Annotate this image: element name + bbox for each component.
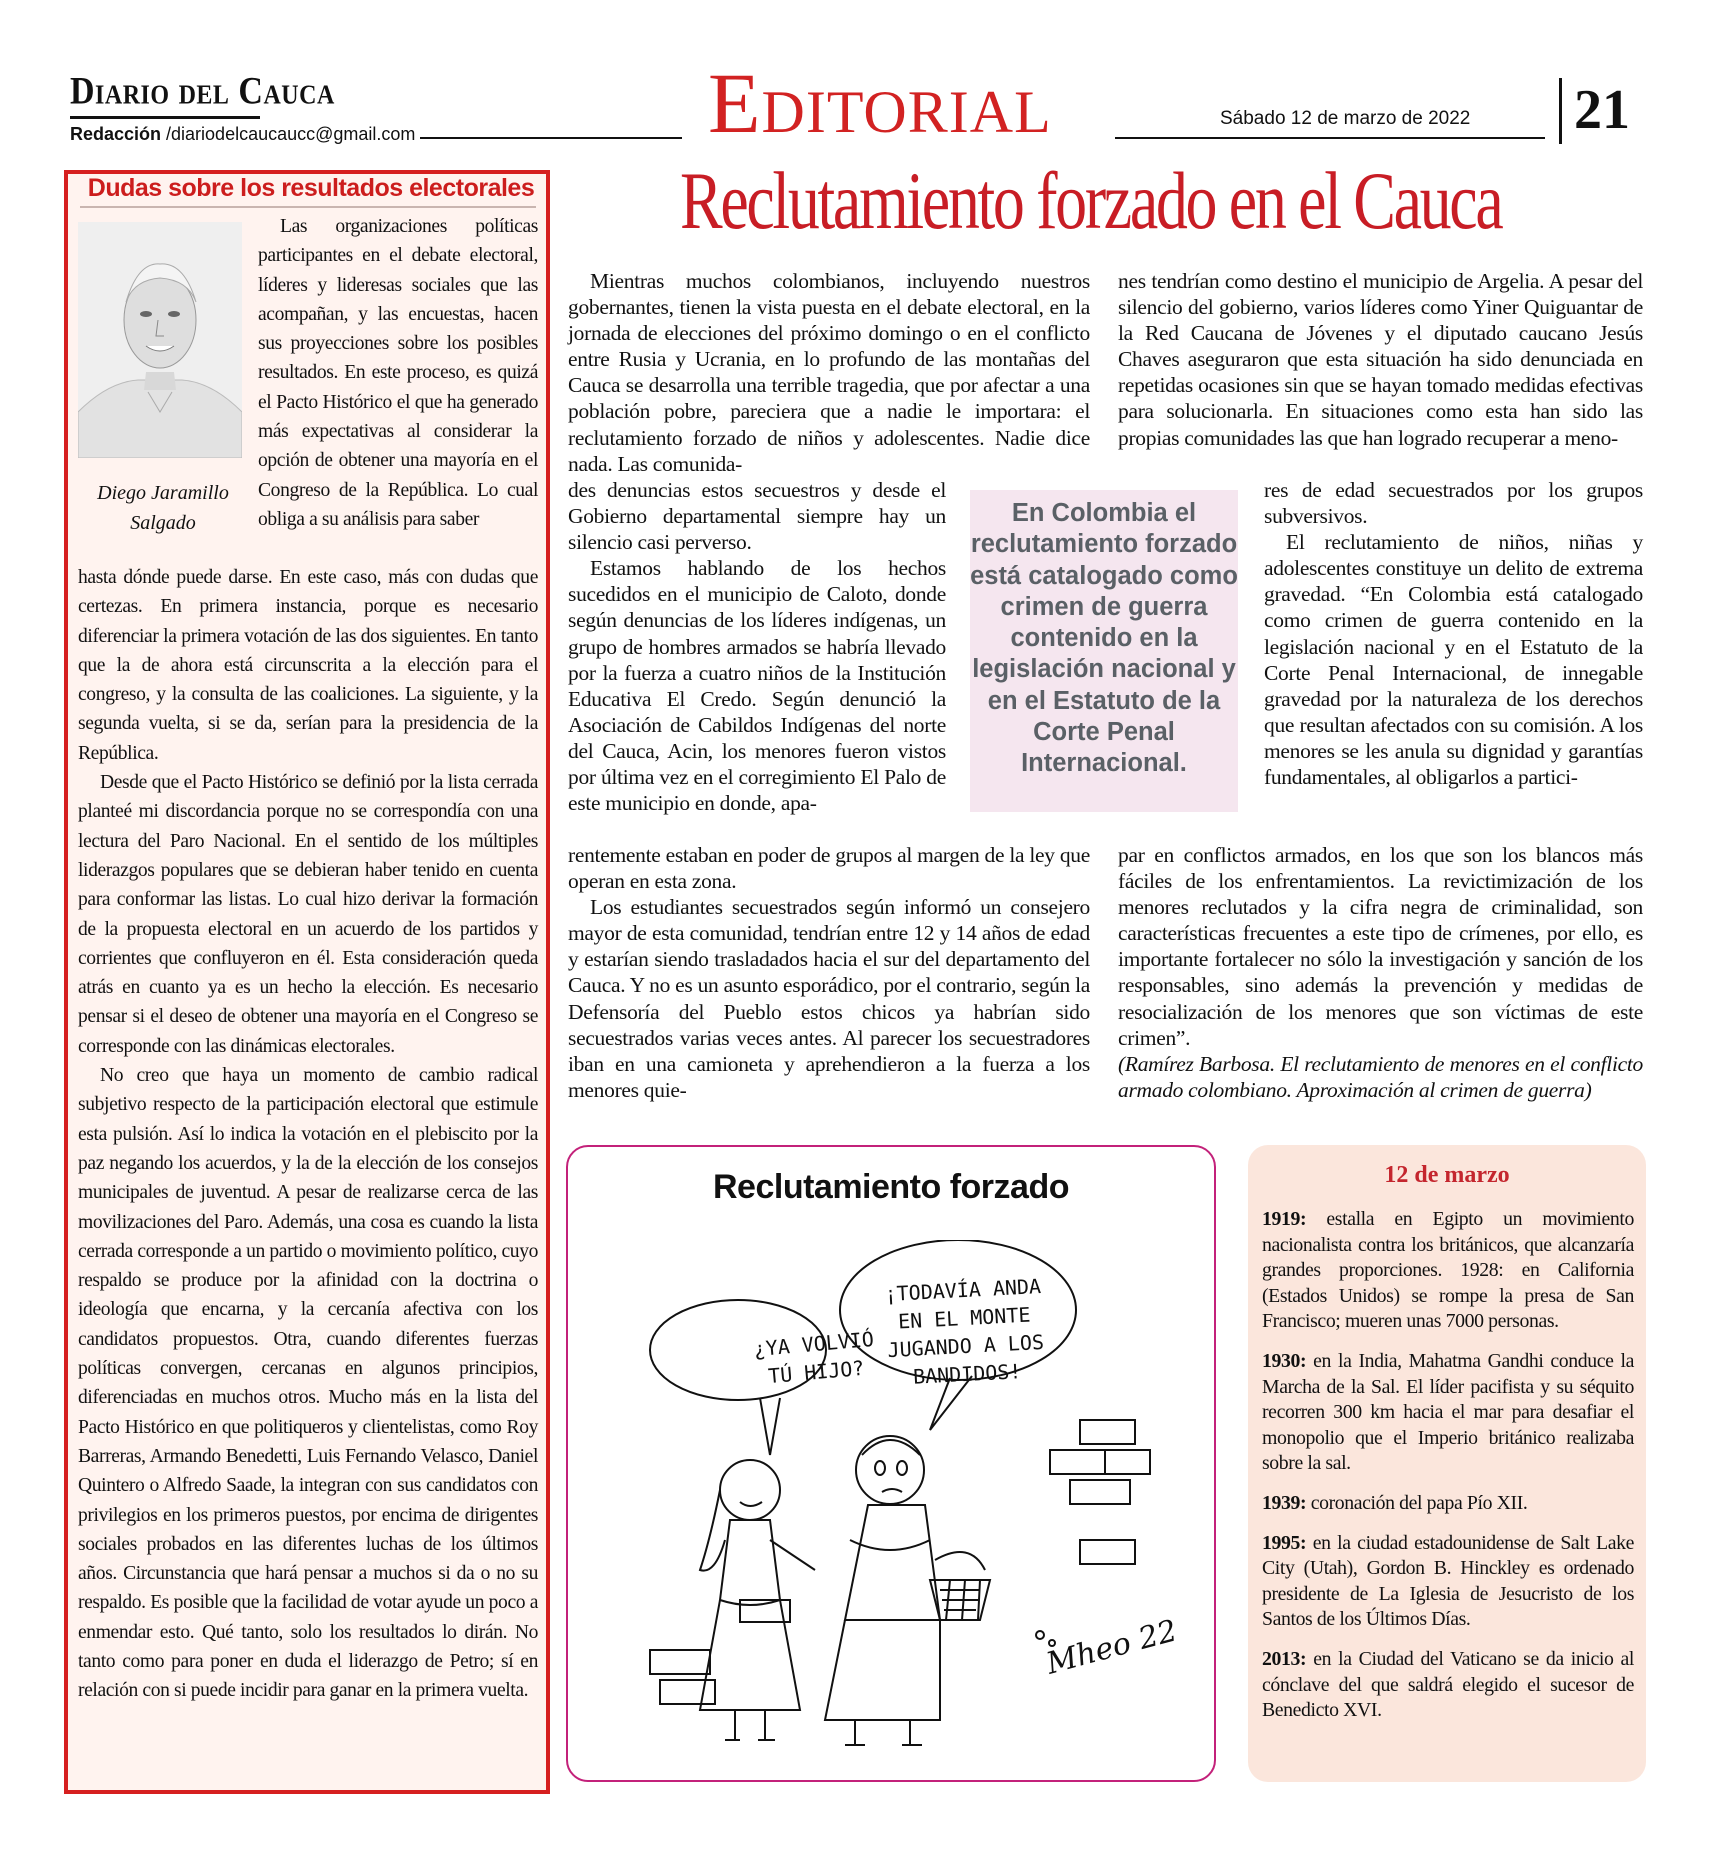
event-text: en la ciudad estadounidense de Salt Lake City (Utah), Gordon B. Hinckley es ordenado presidente de La Iglesia de Jesucristo de los Santos de los Últimos Días. [1262,1531,1634,1631]
article-column-2-narrow [1264,477,1643,790]
article-paragraph: des denuncias estos secuestros y desde el Gobierno departamental siempre hay un silencio casi perverso. [568,478,946,555]
event-text: en la Ciudad del Vaticano se da inicio al cónclave del que saldrá elegido el sucesor de Benedicto XVI. [1262,1647,1634,1722]
opinion-body [78,563,538,1706]
article-paragraph: par en conflictos armados, en los que son los blancos más fáciles de los enfrentamientos. La revictimización de los menores reclutados y la cifra negra de criminalidad, son características frecuentes a este tipo de crímenes, por ello, es importante fortalecer no sólo la investigación y sanción de los responsables, sino además la prevención y medidas de resocialización de los menores que son víctimas de este crimen”. [1118,843,1643,1050]
efemerides-item [1262,1349,1634,1477]
efemerides-item [1262,1647,1634,1724]
event-text: en la India, Mahatma Gandhi conduce la Marcha de la Sal. El líder pacifista y su séquito recorren 300 km hacia el mar para desafiar el monopolio que el Imperio británico realizaba sobre la sal. [1262,1349,1634,1475]
article-paragraph: Los estudiantes secuestrados según informó un consejero mayor de esta comunidad, tendrían entre 12 y 14 años de edad y estarían siendo trasladados hacia el sur del departamento del Cauca. Y no es un asunto esporádico, por el contrario, según la Defensoría del Pueblo estos chicos ya habrían sido secuestrados varias veces antes. Al parecer los secuestradores iban en una camioneta y aprehendieron a la fuerza a los menores quie- [568,895,1090,1102]
editorial-headline: Reclutamiento forzado en el Cauca [680,155,1502,246]
masthead-rule-right [1115,137,1545,139]
logo-underline [70,116,260,119]
article-paragraph: Mientras muchos colombianos, incluyendo nuestros gobernantes, tienen la vista puesta en el debate electoral, en la jornada de elecciones del próximo domingo o en el conflicto entre Rusia y Ucrania, en lo profundo de las montañas del Cauca se desarrolla una terrible tragedia, que por afectar a una población pobre, pareciera que a nadie le importara: el reclutamiento forzado de niños y adolescentes. Nadie dice nada. Las comunida- [568,269,1090,476]
event-year: 1919: [1262,1208,1307,1230]
page-number-divider [1559,78,1562,144]
article-column-2-top [1118,268,1643,451]
page-number: 21 [1574,79,1630,141]
section-title: Editorial [708,55,1052,151]
article-column-1-top [568,268,1090,477]
article-citation: (Ramírez Barbosa. El reclutamiento de menores en el conflicto armado colombiano. Aproximación al crimen de guerra) [1118,1051,1643,1102]
opinion-title: Dudas sobre los resultados electorales [87,174,535,202]
cartoon-title: Reclutamiento forzado [713,1168,1069,1206]
pull-quote-text: En Colombia el reclutamiento forzado está catalogado como crimen de guerra contenido en la legislación nacional y en el Estatuto de la Corte Penal Internacional. [970,499,1238,778]
speech-bubble-left: ¿YA VOLVIÓ TÚ HIJO? [752,1326,875,1389]
event-year: 1939: [1262,1491,1307,1514]
article-column-1-narrow [568,477,946,816]
article-paragraph: nes tendrían como destino el municipio de Argelia. A pesar del silencio del gobierno, varios líderes como Yiner Quiguantar de la Red Caucana de Jóvenes y el diputado caucano Jesús Chaves aseguraron que esta situación ha sido denunciada en repetidas ocasiones sin que se hayan tomado medidas efectivas para solucionarla. En situaciones como esta han sido las propias comunidades las que han logrado recuperar a meno- [1118,269,1643,450]
speech-bubble-right: ¡TODAVÍA ANDA EN EL MONTE JUGANDO A LOS BANDIDOS! [883,1273,1045,1389]
author-photo [78,222,242,458]
opinion-paragraph: Las organizaciones políticas participantes en el debate electoral, líderes y lideresas sociales que las acompañan, y las encuestas, hacen sus proyecciones sobre los posibles resultados. En este proceso, es quizá el Pacto Histórico el que ha generado más expectativas al considerar la opción de obtener una mayoría en el Congreso de la República. Lo cual obliga a su análisis para saber [258,216,538,530]
opinion-paragraph: hasta dónde puede darse. En este caso, más con dudas que certezas. En primera instancia, porque es necesario diferenciar la primera votación de las dos siguientes. En tanto que la de ahora está circunscrita a la elección para el congreso, y la consulta de las coaliciones. La siguiente, y la segunda vuelta, si se da, serían para la presidencia de la República. [78,567,538,764]
efemerides-item [1262,1531,1634,1633]
event-year: 2013: [1262,1647,1307,1670]
event-year: 1930: [1262,1349,1307,1372]
masthead-rule-left [420,137,682,139]
article-paragraph: res de edad secuestrados por los grupos subversivos. [1264,478,1643,529]
newspaper-logo: Diario del Cauca [70,70,335,113]
redaccion-email: /diariodelcaucaucc@gmail.com [161,124,416,144]
article-column-1-bottom [568,842,1090,1103]
event-year: 1995: [1262,1531,1307,1554]
article-paragraph: rentemente estaban en poder de grupos al margen de la ley que operan en esta zona. [568,843,1090,894]
opinion-paragraph: Desde que el Pacto Histórico se definió por la lista cerrada planteé mi discordancia porque no se correspondía con una lectura del Paro Nacional. En el sentido de los múltiples liderazgos populares que se debieran haber tenido en cuenta para conformar las listas. Lo cual hizo derivar la formación de la propuesta electoral en un acuerdo de los partidos y corrientes que confluyeron en él. Esta consideración queda atrás en cuanto ya es un hecho la elección. Es necesario pensar si el deseo de obtener una mayoría en el Congreso se corresponde con las dinámicas electorales. [78,772,538,1057]
redaccion-label: Redacción [70,124,162,144]
redaccion-contact [70,124,415,145]
efemerides-item [1262,1207,1634,1335]
efemerides-title: 12 de marzo [1384,1162,1510,1188]
opinion-intro [258,212,538,534]
author-name: Diego Jaramillo Salgado [97,482,229,534]
cartoonist-signature: Mheo 22 [1042,1613,1181,1682]
article-column-2-bottom [1118,842,1643,1103]
article-paragraph: El reclutamiento de niños, niñas y adolescentes constituye un delito de extrema gravedad. “En Colombia está catalogado como crimen de guerra contenido en la legislación nacional y en el Estatuto de la Corte Penal Internacional, de innegable gravedad por la naturaleza de los derechos que resultan afectados con su comisión. A los menores se les anula su dignidad y garantías fundamentales, al obligarlos a partici- [1264,530,1643,790]
efemerides-item [1262,1491,1634,1517]
event-text: estalla en Egipto un movimiento nacionalista contra los británicos, que alcanzaría grandes proporciones. 1928: en California (Estados Unidos) se rompe la presa de San Francisco; mueren unas 7000 personas. [1262,1208,1634,1333]
author-portrait-icon [78,222,242,458]
event-text: coronación del papa Pío XII. [1306,1491,1528,1514]
efemerides-list [1262,1207,1634,1738]
opinion-title-rule [80,206,536,208]
issue-date: Sábado 12 de marzo de 2022 [1220,108,1471,129]
article-paragraph: Estamos hablando de los hechos sucedidos en el municipio de Caloto, donde según denuncias de los líderes indígenas, un grupo de hombres armados se habría llevado por la fuerza a cuatro niños de la Institución Educativa El Credo. Según denunció la Asociación de Cabildos Indígenas del norte del Cauca, Acin, los menores fueron vistos por última vez en el corregimiento El Palo de este municipio en donde, apa- [568,556,946,816]
opinion-paragraph: No creo que haya un momento de cambio radical subjetivo respecto de la participación electoral que estimule esta pulsión. Así lo indica la votación en el plebiscito por la paz negando los acuerdos, y la de la elección de los consejos municipales de juventud. A pesar de realizarse cerca de las movilizaciones del Paro. Además, una cosa es cuando la lista cerrada corresponde a un partido o movimiento político, cuyo respaldo se produce por la afinidad con la doctrina o ideología que encarna, y la cercanía afectiva con los candidatos propuestos. Otra, cuando diferentes fuerzas políticas convergen, cercanas en algunos principios, diferenciadas en muchos otros. Mucho más en la lista del Pacto Histórico en que politiqueros y clientelistas, como Roy Barreras, Armando Benedetti, Luis Fernando Velasco, Daniel Quintero o Alfredo Saade, la integran con sus candidatos con privilegios en los primeros puestos, por encima de dirigentes sociales probados en las diferentes luchas de los últimos años. Circunstancia que hará pensar a muchos si da o no su respaldo. Es posible que la facilidad de votar ayude un poco a enmendar esto. Qué tanto, solo los resultados lo dirán. No tanto como para poner en duda el liderazgo de Petro; sí en relación con si puede incidir para ganar en la primera vuelta. [78,1065,538,1702]
